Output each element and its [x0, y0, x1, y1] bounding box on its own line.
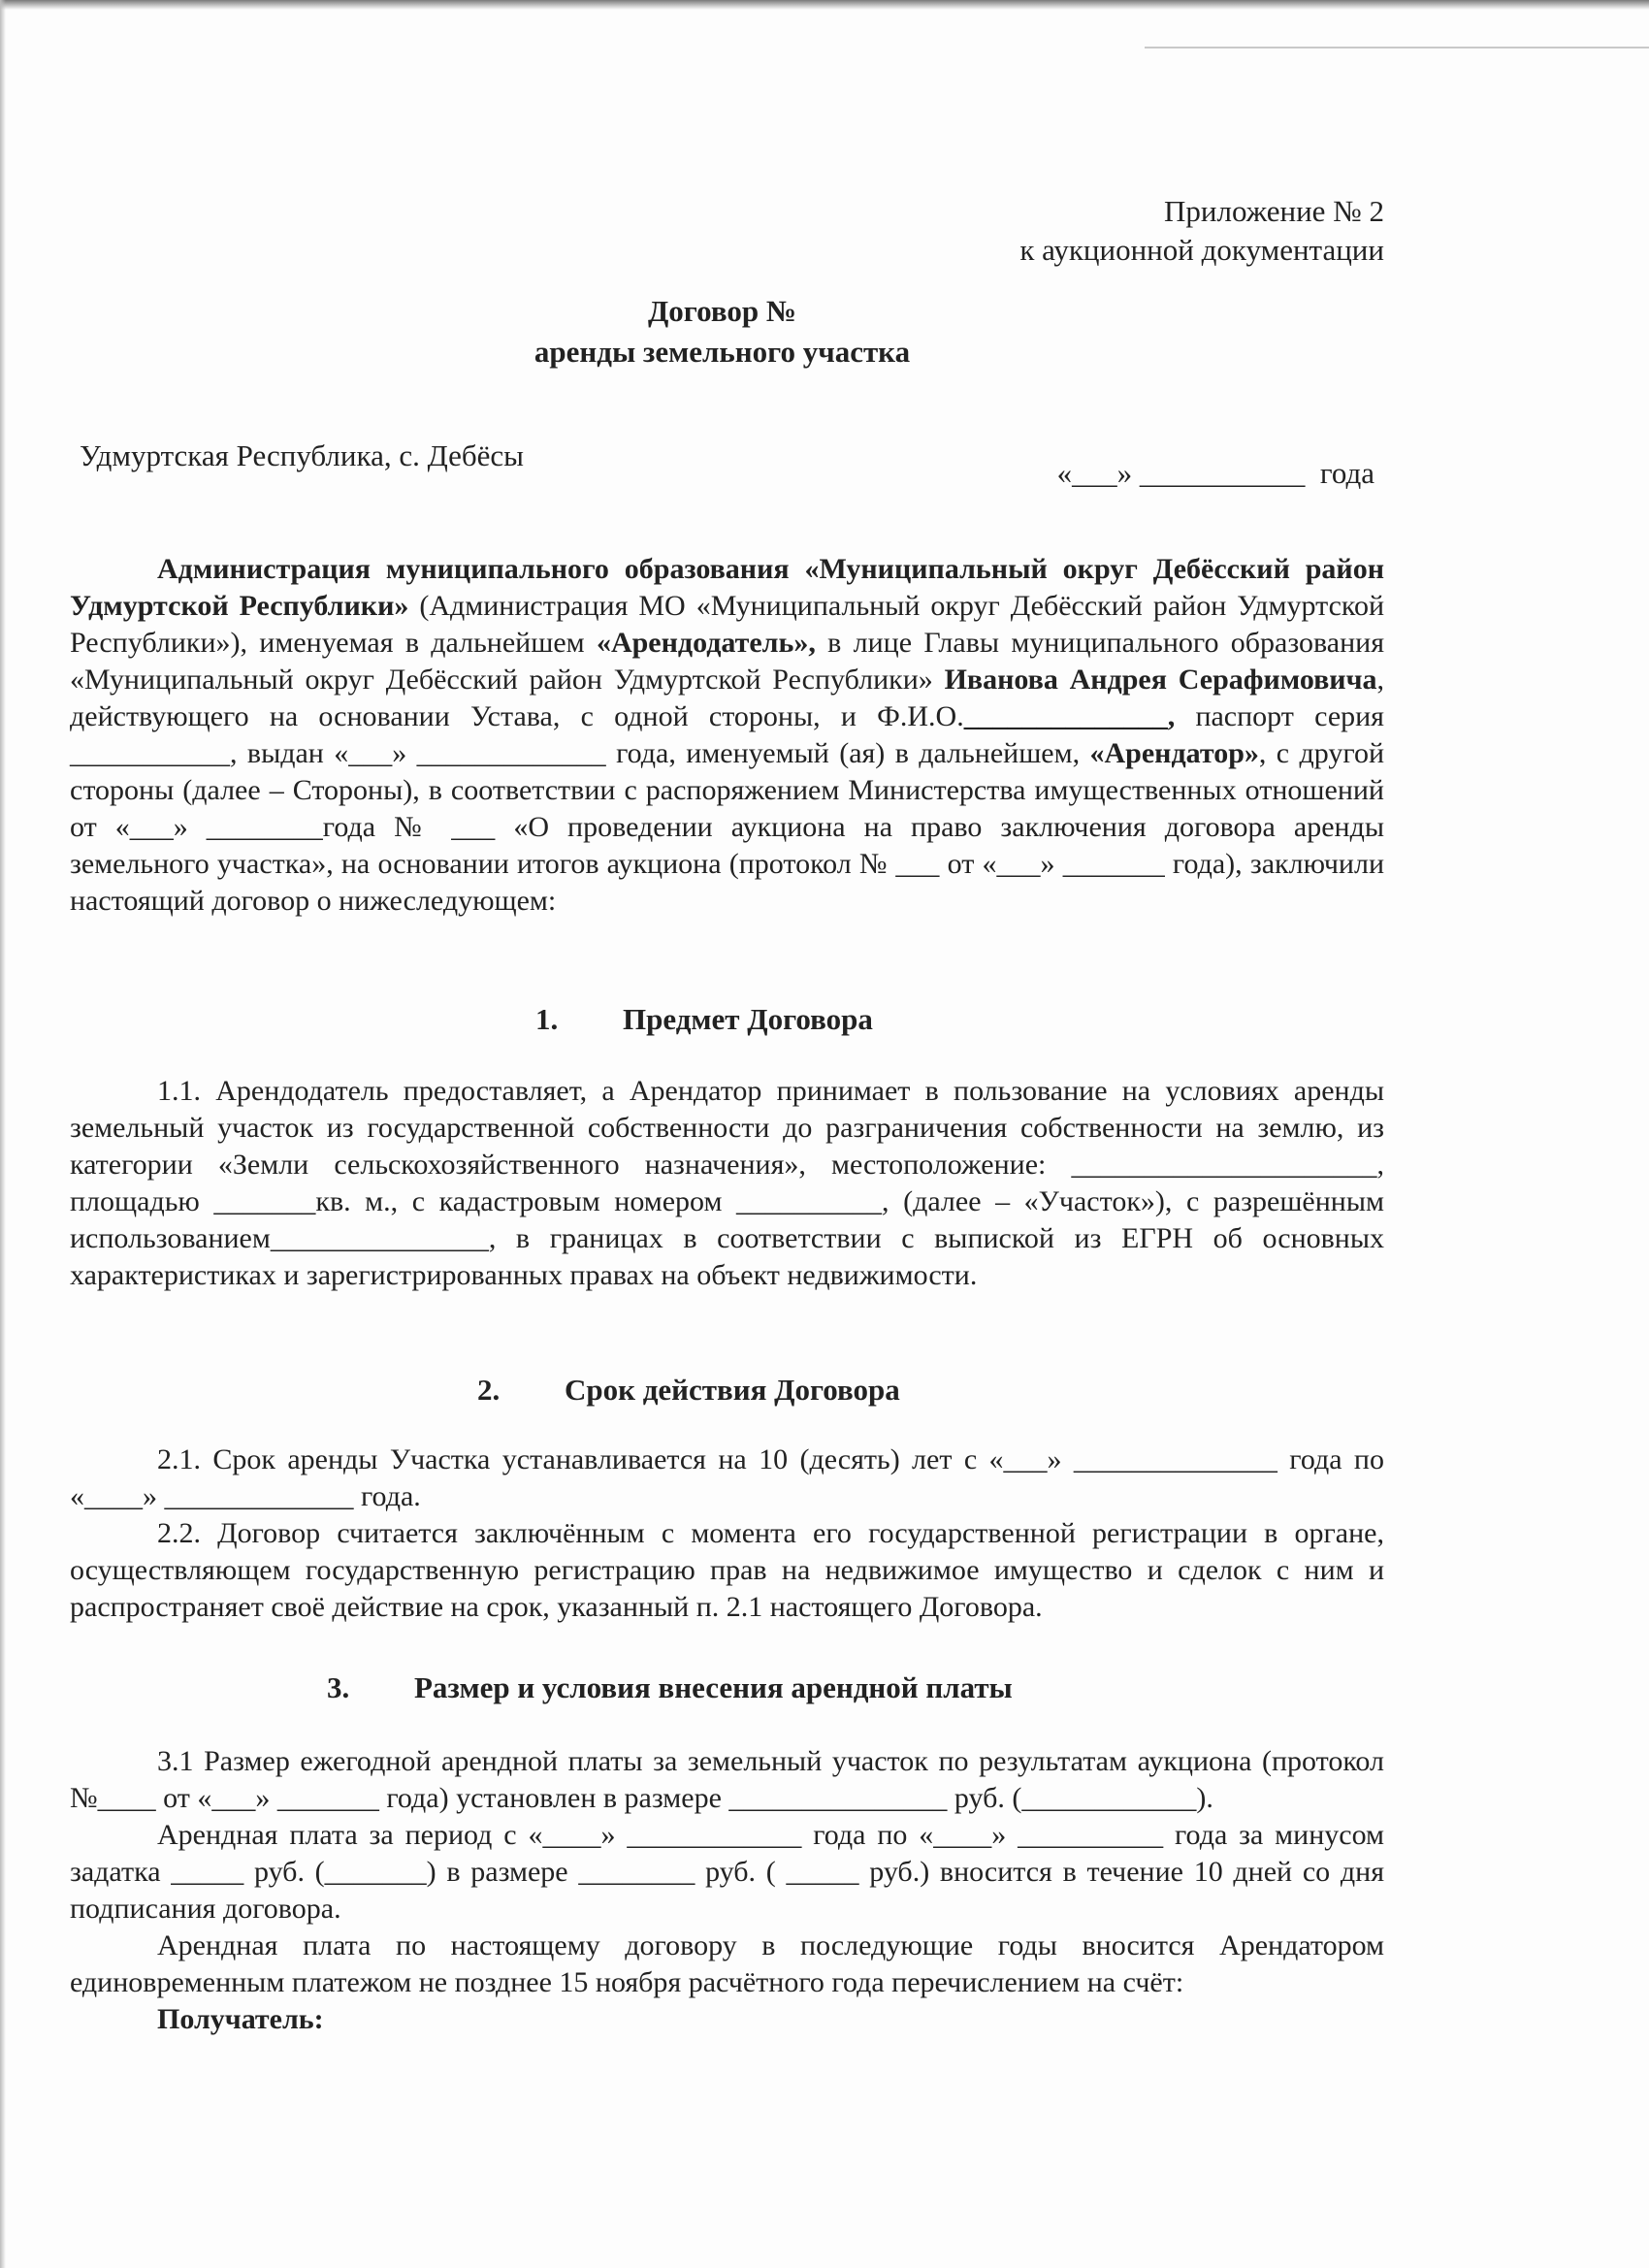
preamble-bold-d: ______________,	[963, 700, 1176, 732]
section-2-body	[70, 1442, 1384, 1626]
section-1-number: 1.	[535, 1002, 559, 1036]
title-line-1: Договор №	[647, 294, 797, 328]
preamble-text-c: , действующего на основании Устава, с одной стороны, и Ф.И.О.	[70, 664, 1385, 732]
annex-line-2: к аукционной документации	[1019, 233, 1384, 267]
contract-date: «___» ___________ года	[1056, 456, 1374, 490]
section-3-heading	[327, 1670, 1013, 1705]
clause-1-1: 1.1. Арендодатель предоставляет, а Арендатор принимает в пользование на условиях аренды земельный участок из государственной собственности до разграничения собственности на землю, из категории «Земли сельскохозяйственного назначения», местоположение: _____________________, площадью _______кв. м., с кадастровым номером __________, (далее – «Участок»), с разрешённым использованием_______________, в границах в соответствии с выпиской из ЕГРН об основных характеристиках и зарегистрированных правах на объект недвижимости.	[70, 1075, 1384, 1291]
preamble	[70, 551, 1384, 920]
recipient-label-text: Получатель:	[157, 2003, 324, 2035]
section-1-heading	[535, 1002, 873, 1037]
preamble-text-d: паспорт серия ___________, выдан «___» _____________ года, именуемый (ая) в дальнейшем,	[70, 700, 1384, 769]
recipient-label	[70, 2001, 1384, 2038]
section-2-heading	[477, 1373, 900, 1408]
section-2-title: Срок действия Договора	[565, 1373, 900, 1407]
section-2-number: 2.	[477, 1373, 501, 1407]
preamble-text-b: в лице Главы муниципального образования «Муниципальный округ Дебёсский район Удмуртской Республики»	[70, 627, 1385, 696]
preamble-bold-e: «Арендатор»	[1089, 737, 1259, 769]
clause-3-1: 3.1 Размер ежегодной арендной платы за земельный участок по результатам аукциона (протокол №____ от «___» _______ года) установлен в размере _______________ руб. (____________).	[70, 1745, 1384, 1814]
section-3-body	[70, 1743, 1384, 2038]
scan-artifact-line	[1145, 47, 1649, 49]
scan-edge-left	[0, 0, 6, 2268]
preamble-bold-c: Иванова Андрея Серафимовича	[944, 664, 1377, 696]
section-3-number: 3.	[327, 1670, 350, 1704]
title-line-2: аренды земельного участка	[534, 335, 911, 369]
clause-2-2: 2.2. Договор считается заключённым с момента его государственной регистрации в органе, осуществляющем государственную регистрацию прав на недвижимое имущество и сделок с ним и распространяет своё действие на срок, указанный п. 2.1 настоящего Договора.	[70, 1517, 1384, 1623]
section-1-title: Предмет Договора	[623, 1002, 873, 1036]
contract-place: Удмуртская Республика, с. Дебёсы	[80, 438, 525, 472]
scan-edge-top	[0, 0, 1649, 10]
clause-2-1: 2.1. Срок аренды Участка устанавливается на 10 (десять) лет с «___» ______________ года по «____» _____________ года.	[70, 1443, 1384, 1512]
annex-line-1: Приложение № 2	[1164, 194, 1384, 228]
document-title	[60, 291, 1384, 373]
section-3-title: Размер и условия внесения арендной платы	[414, 1670, 1013, 1704]
preamble-bold-b: «Арендодатель»,	[596, 627, 816, 659]
preamble-bold-a: Администрация муниципального образования «Муниципальный округ Дебёсский район Удмуртской Республики»	[70, 553, 1384, 622]
annex-reference	[1019, 192, 1384, 270]
preamble-text-a: (Администрация МО «Муниципальный округ Дебёсский район Удмуртской Республики»), именуемая в дальнейшем	[70, 590, 1384, 659]
section-1-body	[70, 1073, 1384, 1294]
clause-3-3: Арендная плата по настоящему договору в последующие годы вносится Арендатором единовременным платежом не позднее 15 ноября расчётного года перечислением на счёт:	[70, 1929, 1384, 1998]
preamble-text-e: , с другой стороны (далее – Стороны), в соответствии с распоряжением Министерства имущественных отношений от «___» ________года № ___ «О проведении аукциона на право заключения договора аренды земельного участка», на основании итогов аукциона (протокол № ___ от «___» _______ года), заключили настоящий договор о нижеследующем:	[70, 737, 1385, 917]
clause-3-2: Арендная плата за период с «____» ____________ года по «____» __________ года за минусом задатка _____ руб. (_______) в размере ________ руб. ( _____ руб.) вносится в течение 10 дней со дня подписания договора.	[70, 1819, 1384, 1925]
preamble-paragraph	[70, 551, 1384, 920]
